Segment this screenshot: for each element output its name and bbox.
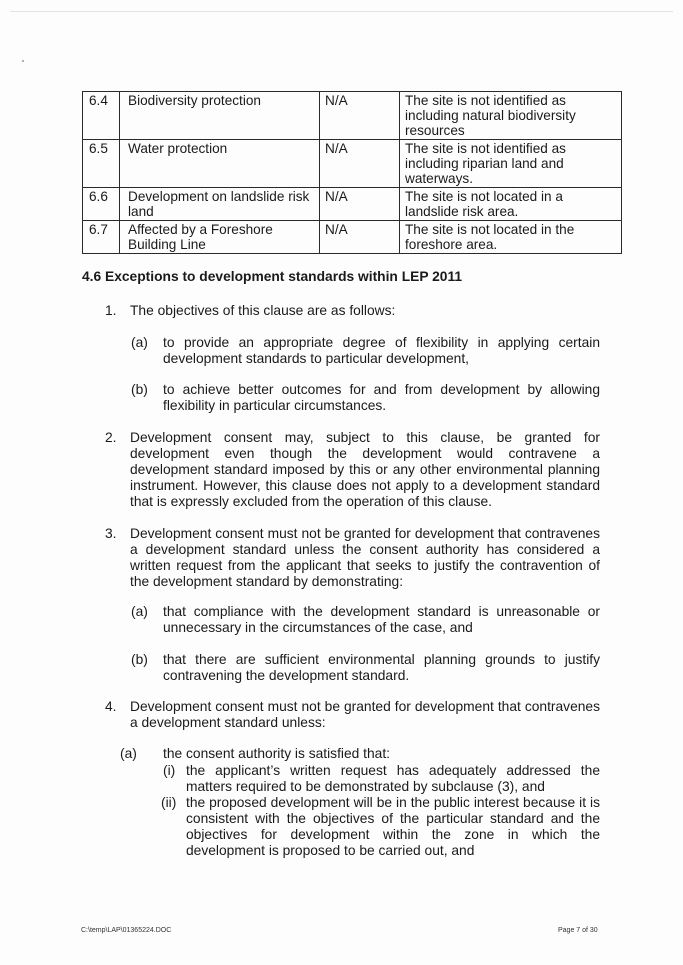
footer-page-number: Page 7 of 30 (558, 927, 598, 934)
item-text: the applicant’s written request has adequately addressed the matters required to be demonstrated by subclause (3), and (186, 763, 600, 794)
row-name: Affected by a Foreshore Building Line (120, 221, 320, 254)
row-comment: The site is not identified as including riparian land and waterways. (400, 140, 622, 188)
clause-number: 3. (105, 526, 117, 541)
subclause-text: to provide an appropriate degree of flexibility in applying certain development standards to particular development, (163, 335, 600, 366)
row-name: Biodiversity protection (120, 92, 320, 140)
row-status: N/A (320, 92, 400, 140)
row-comment: The site is not located in the foreshore area. (400, 221, 622, 254)
row-number: 6.6 (83, 188, 120, 221)
subclause-text: that there are sufficient environmental planning grounds to justify contravening the development standard. (163, 652, 600, 683)
subclause-label: (a) (131, 604, 148, 619)
row-comment: The site is not located in a landslide risk area. (400, 188, 622, 221)
item-label: (ii) (161, 795, 177, 810)
row-status: N/A (320, 188, 400, 221)
clause-text: Development consent must not be granted for development that contravenes a development standard unless the consent authority has considered a written request from the applicant that seeks to justify the contravention of the development standard by demonstrating: (130, 526, 600, 589)
clause-number: 2. (105, 430, 117, 445)
subclause-label: (a) (131, 335, 148, 350)
subclause-label: (b) (131, 652, 148, 667)
row-status: N/A (320, 140, 400, 188)
clause-number: 1. (105, 303, 117, 318)
row-number: 6.5 (83, 140, 120, 188)
subclause-text: the consent authority is satisfied that: (163, 746, 391, 761)
clause-text: The objectives of this clause are as follows: (130, 303, 396, 318)
footer-file-path: C:\temp\LAP\01365224.DOC (81, 927, 172, 934)
subclause-text: to achieve better outcomes for and from development by allowing flexibility in particular circumstances. (163, 382, 600, 413)
table-row (83, 221, 622, 254)
row-number: 6.4 (83, 92, 120, 140)
subclause-text: that compliance with the development standard is unreasonable or unnecessary in the circumstances of the case, and (163, 604, 600, 635)
table-row (83, 188, 622, 221)
section-heading: 4.6 Exceptions to development standards within LEP 2011 (82, 269, 463, 284)
subclause-label: (b) (131, 382, 148, 397)
row-name: Development on landslide risk land (120, 188, 320, 221)
requirements-table (82, 91, 622, 254)
clause-text: Development consent must not be granted for development that contravenes a development standard unless: (130, 699, 600, 730)
subclause-label: (a) (120, 746, 137, 761)
row-comment: The site is not identified as including natural biodiversity resources (400, 92, 622, 140)
table-row (83, 92, 622, 140)
table-row (83, 140, 622, 188)
scan-speck (22, 60, 24, 62)
item-label: (i) (163, 763, 176, 778)
row-name: Water protection (120, 140, 320, 188)
item-text: the proposed development will be in the public interest because it is consistent with the objectives of the particular standard and the objectives for development within the zone in which the development is proposed to be carried out, and (186, 795, 600, 858)
clause-text: Development consent may, subject to this clause, be granted for development even though the development would contravene a development standard imposed by this or any other environmental planning instrument. However, this clause does not apply to a development standard that is expressly excluded from the operation of this clause. (130, 430, 600, 509)
row-status: N/A (320, 221, 400, 254)
scan-edge-line (10, 11, 673, 12)
row-number: 6.7 (83, 221, 120, 254)
clause-number: 4. (105, 699, 117, 714)
